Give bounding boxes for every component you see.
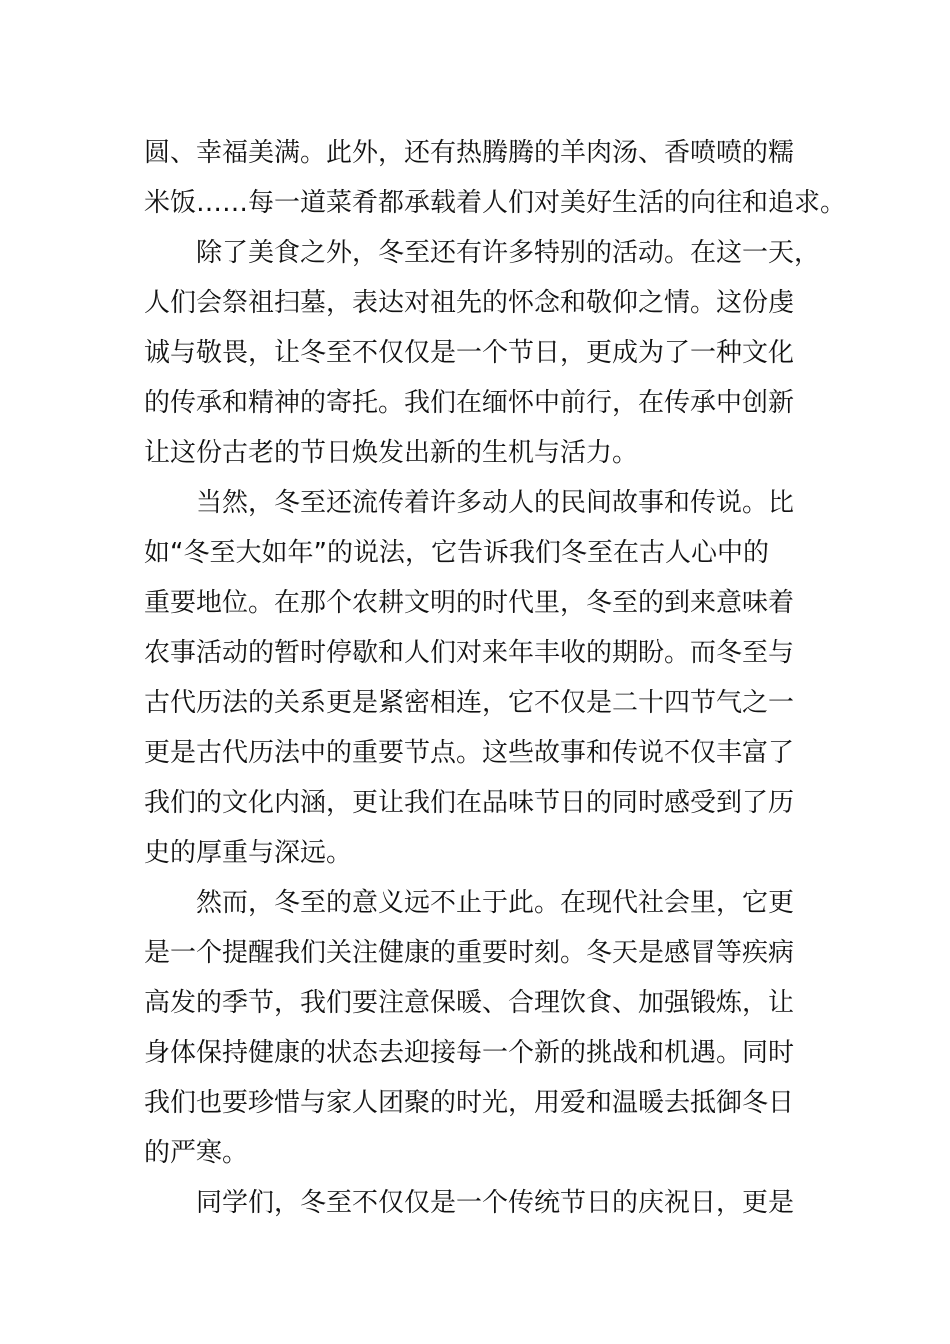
paragraph-start-line: 然而，冬至的意义远不止于此。在现代社会里，它更 <box>196 888 795 918</box>
text-line: 更是古代历法中的重要节点。这些故事和传说不仅丰富了 <box>144 738 795 768</box>
text-line: 人们会祭祖扫墓，表达对祖先的怀念和敬仰之情。这份虔 <box>144 288 795 318</box>
paragraph-start-line: 同学们，冬至不仅仅是一个传统节日的庆祝日，更是 <box>196 1188 795 1218</box>
text-line: 让这份古老的节日焕发出新的生机与活力。 <box>144 438 639 468</box>
text-line: 如“冬至大如年”的说法，它告诉我们冬至在古人心中的 <box>144 538 769 568</box>
text-line: 高发的季节，我们要注意保暖、合理饮食、加强锻炼，让 <box>144 988 795 1018</box>
text-line: 诚与敬畏，让冬至不仅仅是一个节日，更成为了一种文化 <box>144 338 795 368</box>
text-line: 的传承和精神的寄托。我们在缅怀中前行，在传承中创新 <box>144 388 795 418</box>
text-line: 米饭……每一道菜肴都承载着人们对美好生活的向往和追求。 <box>144 188 847 218</box>
paragraph-start-line: 当然，冬至还流传着许多动人的民间故事和传说。比 <box>196 488 795 518</box>
text-line: 古代历法的关系更是紧密相连，它不仅是二十四节气之一 <box>144 688 795 718</box>
text-line: 我们也要珍惜与家人团聚的时光，用爱和温暖去抵御冬日 <box>144 1088 795 1118</box>
document-body <box>144 128 847 1228</box>
text-line: 农事活动的暂时停歇和人们对来年丰收的期盼。而冬至与 <box>144 638 795 668</box>
text-line: 我们的文化内涵，更让我们在品味节日的同时感受到了历 <box>144 788 795 818</box>
paragraph-start-line: 除了美食之外，冬至还有许多特别的活动。在这一天， <box>196 238 821 268</box>
text-line: 圆、幸福美满。此外，还有热腾腾的羊肉汤、香喷喷的糯 <box>144 138 795 168</box>
text-line: 身体保持健康的状态去迎接每一个新的挑战和机遇。同时 <box>144 1038 795 1068</box>
text-line: 是一个提醒我们关注健康的重要时刻。冬天是感冒等疾病 <box>144 938 795 968</box>
text-line: 史的厚重与深远。 <box>144 838 353 868</box>
text-line: 的严寒。 <box>144 1138 249 1168</box>
text-line: 重要地位。在那个农耕文明的时代里，冬至的到来意味着 <box>144 588 795 618</box>
